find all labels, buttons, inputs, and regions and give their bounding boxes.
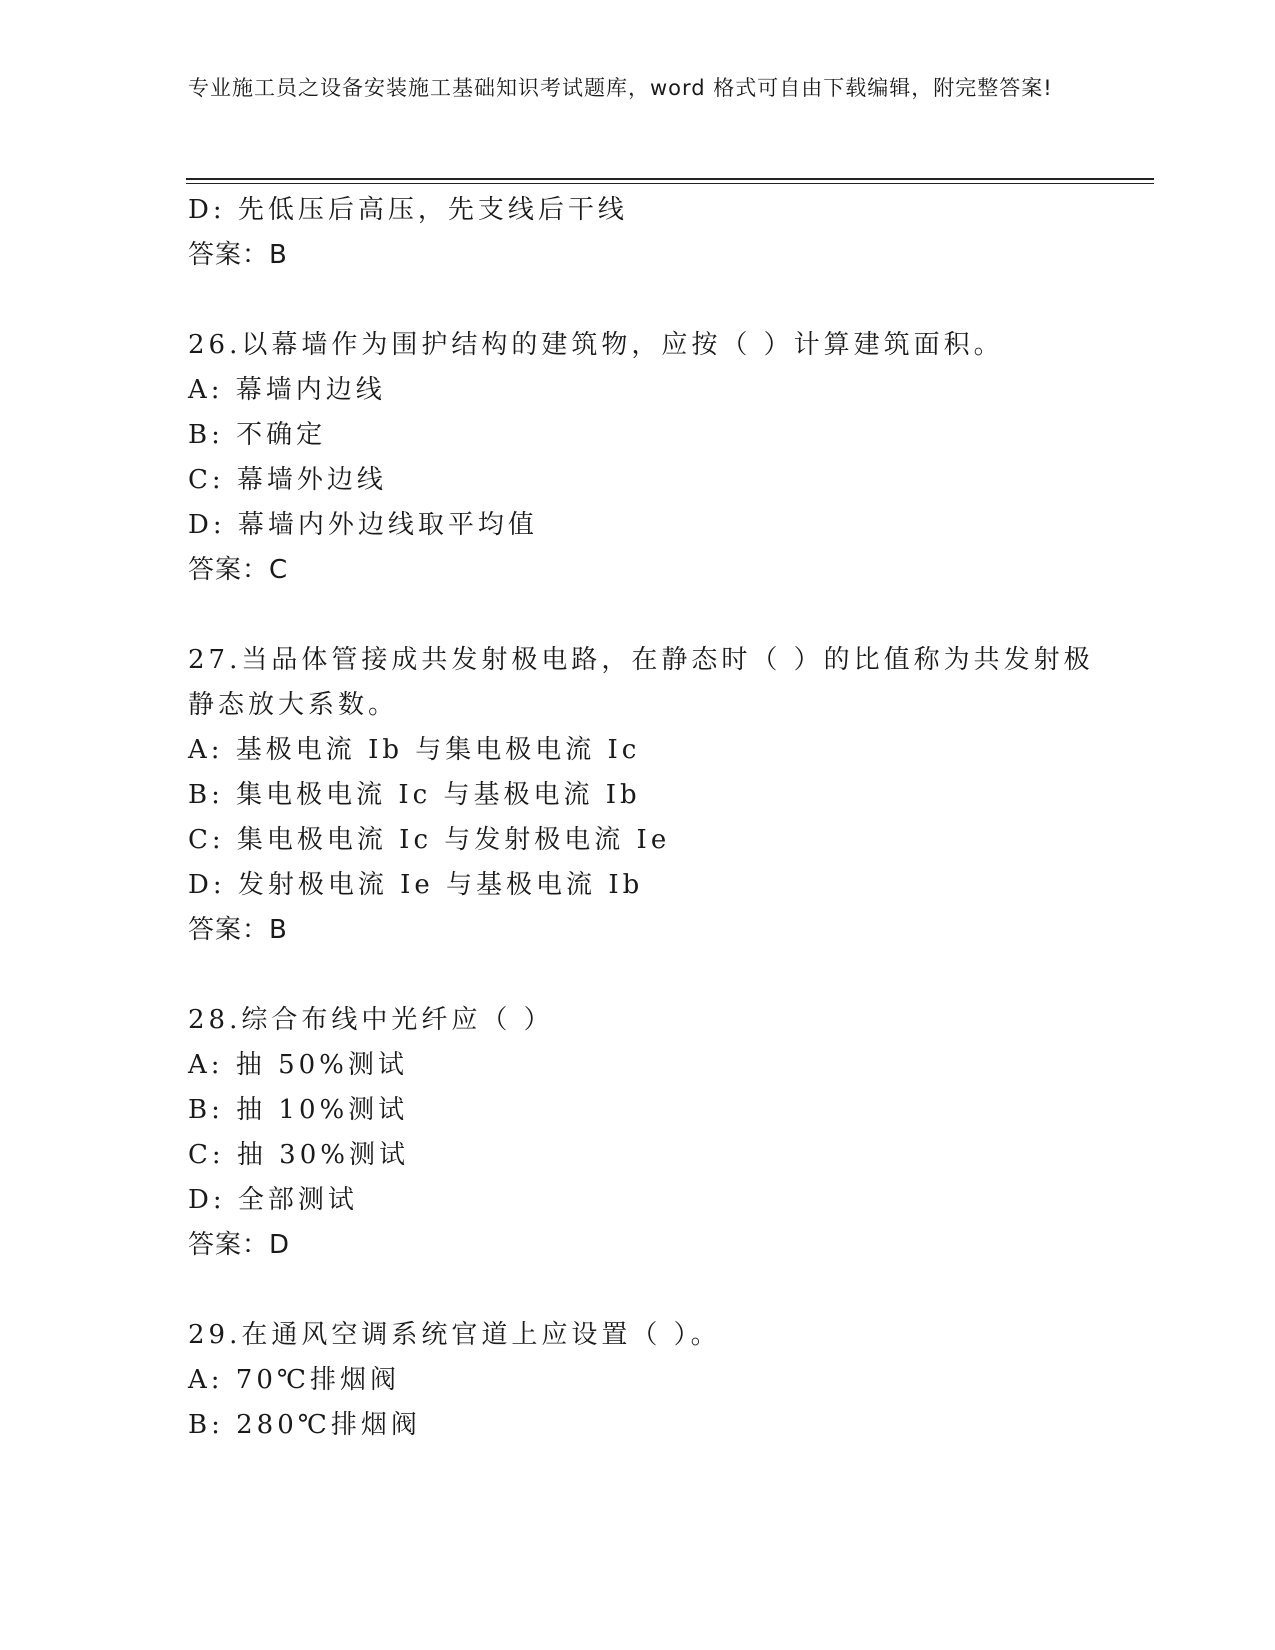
q26-option-b: B: 不确定 [188,420,327,450]
q27-answer: 答案：B [188,915,288,945]
q28-option-a: A: 抽 50%测试 [188,1050,408,1080]
q26-option-d: D: 幕墙内外边线取平均值 [188,510,538,540]
q26-option-a: A: 幕墙内边线 [188,375,386,405]
q28-question: 28.综合布线中光纤应（ ） [188,1005,554,1035]
q28-option-b: B: 抽 10%测试 [188,1095,409,1125]
q28-option-d: D: 全部测试 [188,1185,358,1215]
q27-option-d: D: 发射极电流 Ie 与基极电流 Ib [188,870,644,900]
q26-option-c: C: 幕墙外边线 [188,465,387,495]
q28-option-c: C: 抽 30%测试 [188,1140,409,1170]
q26-question: 26.以幕墙作为围护结构的建筑物，应按（ ）计算建筑面积。 [188,330,1004,360]
q29-question: 29.在通风空调系统官道上应设置（ ）。 [188,1320,721,1350]
q27-question-line2: 静态放大系数。 [188,690,399,720]
q27-option-c: C: 集电极电流 Ic 与发射极电流 Ie [188,825,671,855]
header-divider-thick [186,178,1154,180]
q28-answer: 答案：D [188,1230,291,1260]
q29-option-b: B: 280℃排烟阀 [188,1410,421,1440]
header-divider-thin [186,183,1154,184]
document-header: 专业施工员之设备安装施工基础知识考试题库，word 格式可自由下载编辑，附完整答案! [188,76,1053,100]
q27-option-a: A: 基极电流 Ib 与集电极电流 Ic [188,735,641,765]
q25-option-d: D: 先低压后高压，先支线后干线 [188,195,628,225]
q26-answer: 答案：C [188,555,289,585]
q27-question-line1: 27.当品体管接成共发射极电路，在静态时（ ）的比值称为共发射极 [188,645,1094,675]
q25-answer: 答案：B [188,240,288,270]
q27-option-b: B: 集电极电流 Ic 与基极电流 Ib [188,780,641,810]
q29-option-a: A: 70℃排烟阀 [188,1365,400,1395]
